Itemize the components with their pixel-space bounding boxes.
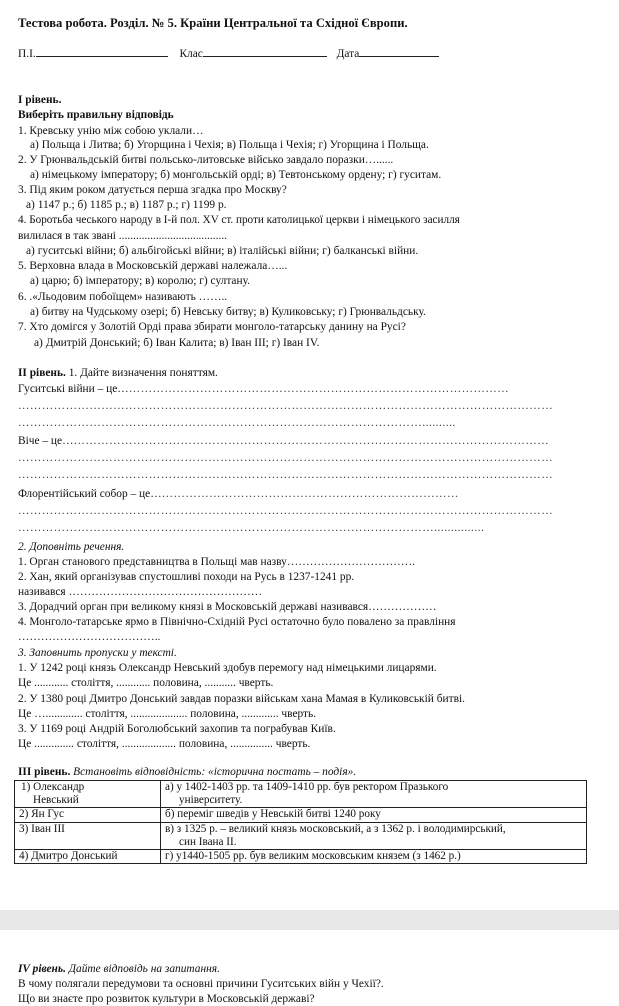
term2-line [18, 434, 549, 449]
level1-line: а) царю; б) імператору; в) королю; г) султану. [30, 275, 250, 287]
table-cell-person [15, 781, 161, 808]
event-line2: університету. [179, 794, 243, 807]
level1-line: а) Дмитрій Донський; б) Іван Калита; в) Іван ІІІ; г) Іван IV. [34, 337, 320, 349]
level1-line: а) німецькому імператору; б) монгольській орді; в) Тевтонському ордену; г) гуситам. [30, 169, 442, 181]
table-cell-event [161, 822, 587, 849]
task3-line: Це …............. століття, .................... половина, ............. чверть. [18, 708, 317, 720]
task3-line: Це ............ століття, ............ половина, ........... чверть. [18, 677, 274, 689]
level4-instruction: Дайте відповідь на запитання. [68, 963, 220, 975]
class-label: Клас [179, 48, 203, 60]
task2-heading: 2. Доповніть речення. [18, 541, 125, 553]
term1-answer-line[interactable]: ………………………………………………………………………………………….......... [18, 417, 456, 429]
task3-line: 2. У 1380 році Дмитро Донський завдав поразки військам хана Мамая в Куликовській битві. [18, 693, 465, 705]
person-name-line2: Невський [33, 794, 79, 807]
test-page-2 [0, 930, 619, 1006]
level2-header-line [18, 366, 218, 381]
term2-label: Віче – це… [18, 435, 74, 447]
event-line1: а) у 1402-1403 рр. та 1409-1410 рр. був ректором Празького [165, 781, 449, 793]
level1-line: 3. Під яким роком датується перша згадка про Москву? [18, 184, 287, 196]
level1-instruction: Виберіть правильну відповідь [18, 109, 174, 121]
level3-header-line [18, 765, 356, 780]
student-info-line [18, 46, 439, 62]
level2-heading: ІІ рівень. [18, 367, 66, 379]
table-cell-event [161, 781, 587, 808]
level3-instruction: Встановіть відповідність: «історична постать – подія». [73, 766, 357, 778]
task2-line: називався …………………………………………… [18, 586, 263, 598]
level1-line: а) 1147 р.; б) 1185 р.; в) 1187 р.; г) 1199 р. [26, 199, 227, 211]
task3-line: 3. У 1169 році Андрій Боголюбський захопив та пограбував Київ. [18, 723, 336, 735]
date-field[interactable] [359, 46, 439, 57]
term1-line [18, 382, 509, 397]
table-row [15, 808, 587, 822]
name-field[interactable] [36, 46, 168, 57]
table-cell-event: б) переміг шведів у Невській битві 1240 року [161, 808, 587, 822]
level1-heading: І рівень. [18, 94, 62, 106]
task2-line: 4. Монголо-татарське ярмо в Північно-Східній Русі остаточно було повалено за правління [18, 616, 456, 628]
task2-line: 2. Хан, який організував спустошливі походи на Русь в 1237-1241 рр. [18, 571, 355, 583]
term1-label: Гуситські війни – це… [18, 383, 129, 395]
table-cell-person: 2) Ян Гус [15, 808, 161, 822]
task2-line: 1. Орган станового представництва в Польщі мав назву……………………………. [18, 556, 415, 568]
table-cell-event: г) у1440-1505 рр. був великим московським князем (з 1462 р.) [161, 850, 587, 864]
level1-line: 4. Боротьба чеського народу в І-й пол. XV ст. проти католицької церкви і німецького засилля [18, 214, 460, 226]
event-line1: в) з 1325 р. – великий князь московський, а з 1362 р. і володимирський, [165, 822, 506, 835]
term3-answer-line[interactable]: ……………………………………………………………………………………………………………………… [18, 505, 554, 517]
date-label: Дата [336, 48, 360, 60]
event-line2: син Івана ІІ. [179, 835, 237, 848]
level1-line: а) Польща і Литва; б) Угорщина і Чехія; в) Польща і Чехія; г) Угорщина і Польща. [30, 139, 429, 151]
person-name-line1: 1) Олександр [21, 781, 85, 793]
term3-answer-line[interactable]: ……………………………………………………………………………………………............... [18, 522, 485, 534]
task2-line: 3. Дорадчий орган при великому князі в Московській державі називався……………… [18, 601, 437, 613]
term1-answer[interactable]: …………………………………………………………………………………… [128, 383, 510, 395]
task3-heading: 3. Заповнить пропуски у тексті. [18, 647, 177, 659]
level4-header-line [18, 962, 220, 977]
table-row [15, 850, 587, 864]
level1-line: 7. Хто домігся у Золотій Орді права збирати монголо-татарську данину на Русі? [18, 321, 406, 333]
task3-line: Це .............. століття, ................... половина, ............... чверть. [18, 738, 311, 750]
term2-answer[interactable]: ………………………………………………………………………………………………………… [73, 435, 550, 447]
table-row [15, 781, 587, 808]
class-field[interactable] [203, 46, 327, 57]
term3-line [18, 487, 459, 502]
term1-answer-line[interactable]: ……………………………………………………………………………………………………………………… [18, 400, 554, 412]
table-cell-person: 3) Іван ІІІ [15, 822, 161, 849]
level2-task1: 1. Дайте визначення поняттям. [68, 367, 218, 379]
task3-line: 1. У 1242 році князь Олександр Невський здобув перемогу над німецькими лицарями. [18, 662, 437, 674]
table-cell-person: 4) Дмитро Донський [15, 850, 161, 864]
level1-line: 6. .«Льодовим побоїщем» називають …….. [18, 291, 228, 303]
term2-answer-line[interactable]: ……………………………………………………………………………………………………………………… [18, 469, 554, 481]
page-title: Тестова робота. Розділ. № 5. Країни Центральної та Східної Європи. [18, 16, 408, 30]
level1-line: а) битву на Чудському озері; б) Невську битву; в) Куликовську; г) Грюнвальдську. [30, 306, 426, 318]
level1-line: 5. Верховна влада в Московській державі належала…... [18, 260, 288, 272]
term3-label: Флорентійський собор – це… [18, 488, 162, 500]
matching-table [14, 780, 587, 864]
name-label: П.І. [18, 48, 36, 60]
task2-line: ……………………………….. [18, 631, 161, 643]
term2-answer-line[interactable]: ……………………………………………………………………………………………………………………… [18, 452, 554, 464]
term3-answer[interactable]: ………………………………………………………………… [161, 488, 459, 500]
level4-question: Що ви знаєте про розвиток культури в Московській державі? [18, 993, 315, 1005]
level4-question: В чому полягали передумови та основні причини Гуситських війн у Чехії?. [18, 978, 384, 990]
level4-heading: IV рівень. [18, 963, 66, 975]
level1-line: а) гуситські війни; б) альбігойські війни; в) італійські війни; г) балканські війни. [26, 245, 419, 257]
table-row [15, 822, 587, 849]
level1-line: 2. У Грюнвальдській битві польсько-литовське військо завдало поразки…...... [18, 154, 394, 166]
level1-line: вилилася в так звані ...................................... [18, 230, 228, 242]
level1-line: 1. Кревську унію між собою уклали… [18, 125, 204, 137]
level3-heading: ІІІ рівень. [18, 766, 71, 778]
